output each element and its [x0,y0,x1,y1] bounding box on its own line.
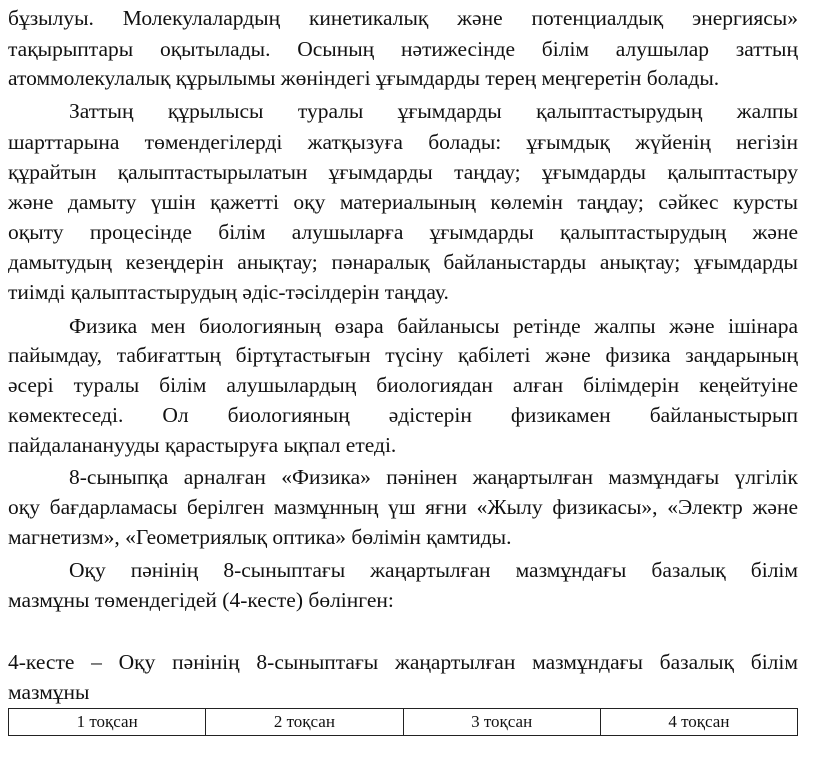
text-line: атоммолекулалық құрылымы жөніндегі ұғымдарды терең меңгеретін болады. [8,66,720,90]
text-line: тақырыптары оқытылады. Осының нәтижесінде білім алушылар заттың [8,37,798,61]
text-line: көмектеседі. Ол биологияның әдістерін физикамен байланыстырып [8,403,798,427]
text-line: Физика мен биологияның өзара байланысы ретінде жалпы және ішінара [69,314,798,338]
text-line: пайымдау, табиғаттың біртұтастығын түсіну қабілеті және физика заңдарының [8,343,798,367]
table-caption: мазмұны [8,680,90,704]
table-caption: 4-кесте – Оқу пәнінің 8-сыныптағы жаңартылған мазмұндағы базалық білім [8,650,798,674]
table [8,708,798,736]
text-line: шарттарына төмендегілерді жатқызуға болады: ұғымдық жүйенің негізін [8,130,798,154]
text-line: оқыту процесінде білім алушыларға ұғымдарды қалыптастырудың және [8,220,798,244]
table-row [9,709,798,736]
text-line: тиімді қалыптастырудың әдіс-тәсілдерін таңдау. [8,280,449,304]
text-line: әсері туралы білім алушылардың биологиядан алған білімдерін кеңейтуіне [8,373,798,397]
text-line: құрайтын қалыптастырылатын ұғымдарды таңдау; ұғымдарды қалыптастыру [8,160,798,184]
table-header-cell: 2 тоқсан [206,709,403,736]
text-line: және дамыту үшін қажетті оқу материалының көлемін таңдау; сәйкес курсты [8,190,798,214]
table-header-cell: 4 тоқсан [600,709,797,736]
text-line: магнетизм», «Геометриялық оптика» бөлімін қамтиды. [8,525,512,549]
text-line: дамытудың кезеңдерін анықтау; пәнаралық байланыстарды анықтау; ұғымдарды [8,250,798,274]
text-line: мазмұны төмендегідей (4-кесте) бөлінген: [8,588,394,612]
text-line: оқу бағдарламасы берілген мазмұнның үш яғни «Жылу физикасы», «Электр және [8,495,798,519]
text-line: пайдалананууды қарастыруға ықпал етеді. [8,433,397,457]
text-line: бұзылуы. Молекулалардың кинетикалық және потенциалдық энергиясы» [8,6,798,30]
table-header-cell: 3 тоқсан [403,709,600,736]
text-line: Оқу пәнінің 8-сыныптағы жаңартылған мазмұндағы базалық білім [69,558,798,582]
text-line: Заттың құрылысы туралы ұғымдарды қалыптастырудың жалпы [69,99,798,123]
text-line: 8-сыныпқа арналған «Физика» пәнінен жаңартылған мазмұндағы үлгілік [69,465,798,489]
table-header-cell: 1 тоқсан [9,709,206,736]
